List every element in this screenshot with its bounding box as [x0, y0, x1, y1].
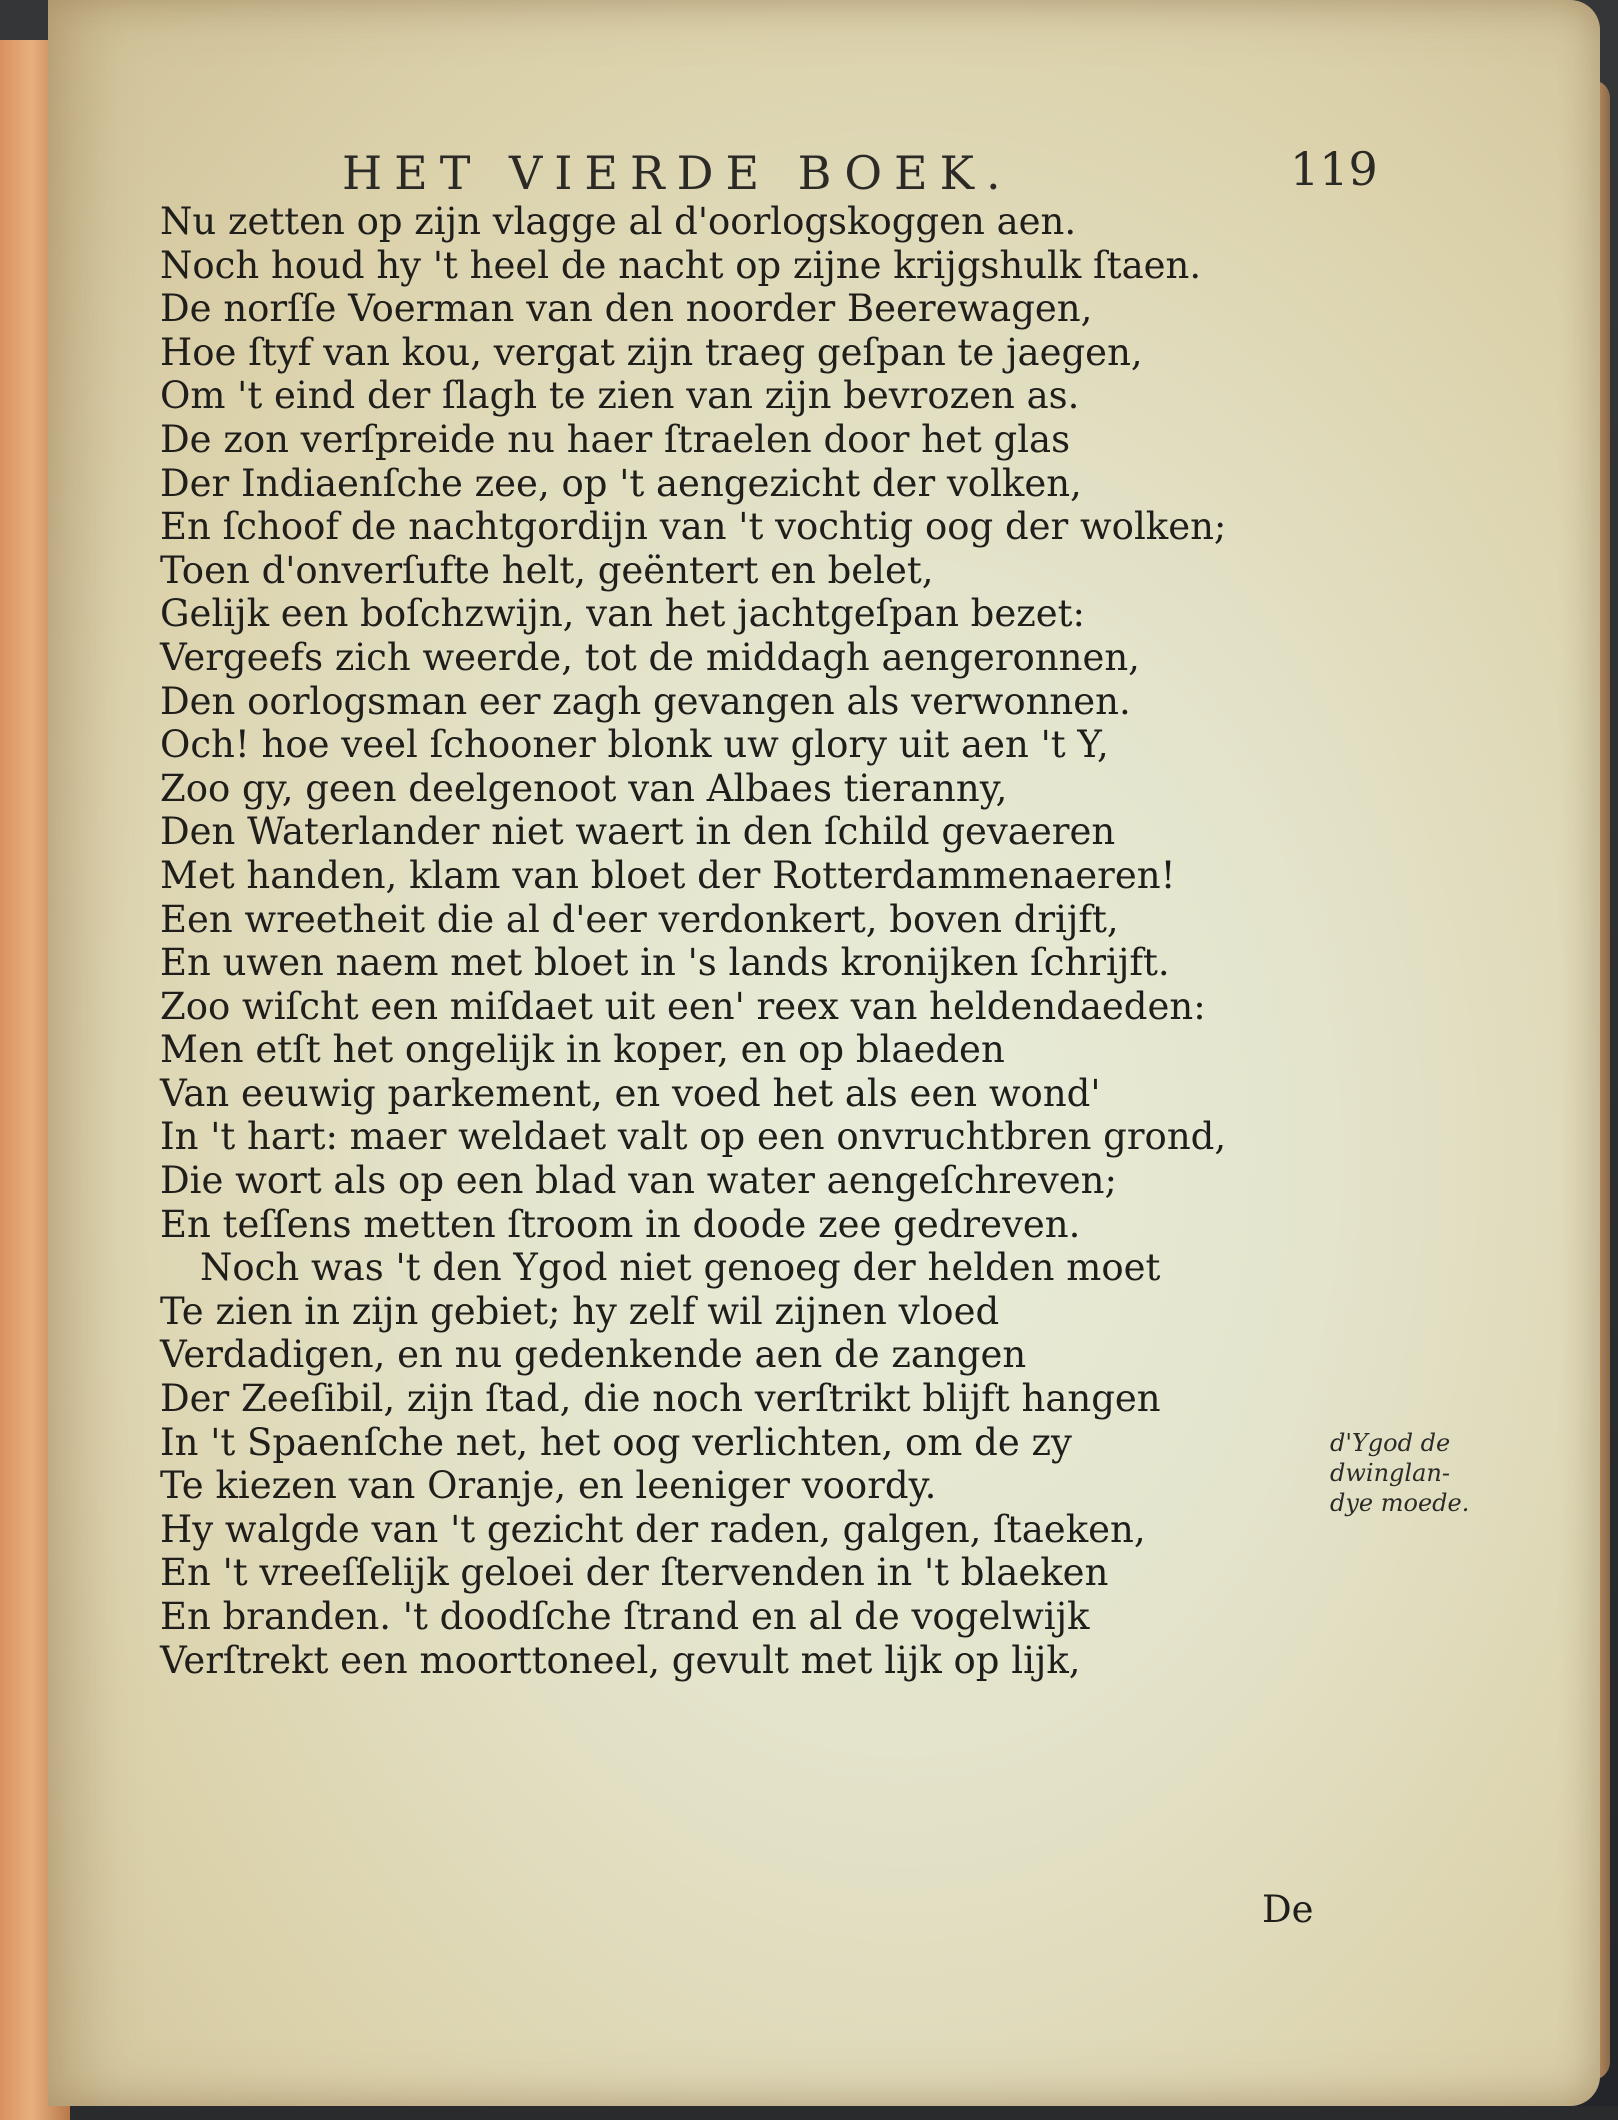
verse-line: De zon verſpreide nu haer ſtraelen door het glas [160, 417, 1071, 461]
verse-line: Den oorlogsman eer zagh gevangen als verwonnen. [160, 679, 1131, 723]
verse-text [160, 200, 1310, 1682]
verse-line: Der Indiaenſche zee, op 't aengezicht der volken, [160, 461, 1082, 505]
verse-line: Die wort als op een blad van water aengeſchreven; [160, 1159, 1117, 1203]
verse-line: Och! hoe veel ſchooner blonk uw glory uit aen 't Y, [160, 723, 1109, 767]
verse-line: Een wreetheit die al d'eer verdonkert, boven drijft, [160, 897, 1119, 941]
verse-line: Toen d'onverſufte helt, geëntert en belet, [160, 548, 934, 592]
verse-line: Noch houd hy 't heel de nacht op zijne krijgshulk ſtaen. [160, 243, 1202, 287]
margin-note-line: dwinglan- [1330, 1459, 1450, 1487]
verse-line: Hoe ſtyf van kou, vergat zijn traeg geſpan te jaegen, [160, 330, 1143, 374]
margin-note-line: d'Ygod de [1330, 1429, 1451, 1457]
verse-line: Men etſt het ongelijk in koper, en op blaeden [160, 1028, 1005, 1072]
verse-line: Verſtrekt een moorttoneel, gevult met lijk op lijk, [160, 1638, 1081, 1682]
verse-line: Van eeuwig parkement, en voed het als een wond' [160, 1071, 1101, 1115]
verse-line: Zoo gy, geen deelgenoot van Albaes tieranny, [160, 766, 1008, 810]
verse-line: Verdadigen, en nu gedenkende aen de zangen [160, 1333, 1027, 1377]
verse-line: Om 't eind der ſlagh te zien van zijn bevrozen as. [160, 374, 1080, 418]
verse-line: In 't hart: maer weldaet valt op een onvruchtbren grond, [160, 1115, 1227, 1159]
verse-line: En ſchoof de nachtgordijn van 't vochtig oog der wolken; [160, 505, 1227, 549]
verse-line: Den Waterlander niet waert in den ſchild gevaeren [160, 810, 1116, 854]
catchword: De [1262, 1888, 1314, 1931]
verse-line: Te kiezen van Oranje, en leeniger voordy. [160, 1464, 937, 1508]
verse-line: Hy walgde van 't gezicht der raden, galgen, ſtaeken, [160, 1507, 1146, 1551]
verse-line: Der Zeeſibil, zijn ſtad, die noch verſtrikt blijft hangen [160, 1377, 1161, 1421]
running-head: HET VIERDE BOEK. [342, 146, 1013, 200]
verse-line: De norſſe Voerman van den noorder Beerewagen, [160, 287, 1093, 331]
verse-line: Te zien in zijn gebiet; hy zelf wil zijnen vloed [160, 1289, 1000, 1333]
verse-line: En branden. 't doodſche ſtrand en al de vogelwijk [160, 1595, 1090, 1638]
verse-line: Zoo wiſcht een miſdaet uit een' reex van heldendaeden: [160, 984, 1206, 1028]
page-number: 119 [1290, 142, 1378, 196]
verse-line: In 't Spaenſche net, het oog verlichten, om de zy [160, 1420, 1072, 1464]
margin-note-line: dye moede. [1330, 1489, 1470, 1517]
verse-line: Gelijk een boſchzwijn, van het jachtgeſpan bezet: [160, 592, 1085, 636]
verse-line: Met handen, klam van bloet der Rotterdammenaeren! [160, 853, 1176, 897]
verse-line: En teſſens metten ſtroom in doode zee gedreven. [160, 1202, 1081, 1246]
verse-line: Nu zetten op zijn vlagge al d'oorlogskoggen aen. [160, 200, 1077, 243]
verse-line: Noch was 't den Ygod niet genoeg der helden moet [200, 1246, 1161, 1290]
verse-line: En 't vreeſſelijk geloei der ſtervenden in 't blaeken [160, 1551, 1109, 1595]
margin-note [1330, 1428, 1500, 1518]
verse-line: En uwen naem met bloet in 's lands kronijken ſchrijft. [160, 941, 1170, 985]
verse-line: Vergeefs zich weerde, tot de middagh aengeronnen, [160, 635, 1140, 679]
